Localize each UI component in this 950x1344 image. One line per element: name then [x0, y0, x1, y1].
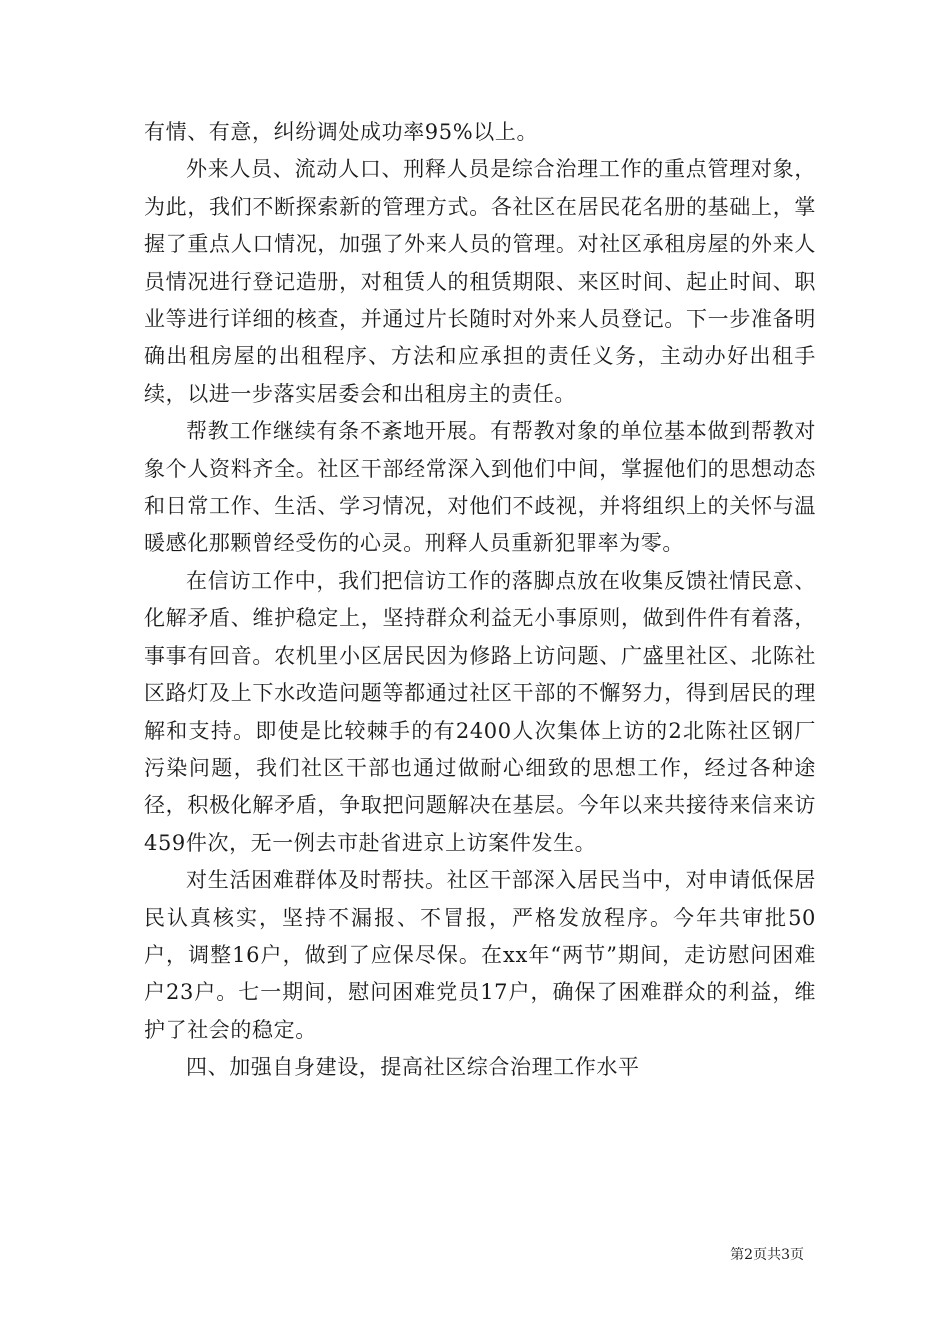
paragraph-external-personnel: 外来人员、流动人口、刑释人员是综合治理工作的重点管理对象，为此，我们不断探索新的管理方式。各社区在居民花名册的基础上，掌握了重点人口情况，加强了外来人员的管理。对社区承租房屋的外来人员情况进行登记造册，对租赁人的租赁期限、来区时间、起止时间、职业等进行详细的核查，并通过片长随时对外来人员登记。下一步准备明确出租房屋的出租程序、方法和应承担的责任义务，主动办好出租手续，以进一步落实居委会和出租房主的责任。: [144, 157, 816, 406]
section-heading-four: 四、加强自身建设，提高社区综合治理工作水平: [186, 1055, 640, 1080]
paragraph-needy-groups: 对生活困难群体及时帮扶。社区干部深入居民当中，对申请低保居民认真核实，坚持不漏报、不冒报，严格发放程序。今年共审批50户，调整16户，做到了应保尽保。在xx年“两节”期间，走访慰问困难户23户。七一期间，慰问困难党员17户，确保了困难群众的利益，维护了社会的稳定。: [144, 868, 816, 1042]
paragraph-continuation: 有情、有意，纠纷调处成功率95%以上。: [144, 120, 539, 144]
paragraph-petition-work: 在信访工作中，我们把信访工作的落脚点放在收集反馈社情民意、化解矛盾、维护稳定上，坚持群众利益无小事原则，做到件件有着落，事事有回音。农机里小区居民因为修路上访问题、广盛里社区、北陈社区路灯及上下水改造问题等都通过社区干部的不懈努力，得到居民的理解和支持。即使是比较棘手的有2400人次集体上访的2北陈社区钢厂污染问题，我们社区干部也通过做耐心细致的思想工作，经过各种途径，积极化解矛盾，争取把问题解决在基层。今年以来共接待来信来访459件次，无一例去市赴省进京上访案件发生。: [144, 568, 816, 855]
page-number-footer: 第2页共3页: [730, 1247, 804, 1263]
paragraph-assistance-education: 帮教工作继续有条不紊地开展。有帮教对象的单位基本做到帮教对象个人资料齐全。社区干部经常深入到他们中间，掌握他们的思想动态和日常工作、生活、学习情况，对他们不歧视，并将组织上的关怀与温暖感化那颗曾经受伤的心灵。刑释人员重新犯罪率为零。: [144, 419, 816, 556]
document-body: [144, 114, 816, 1087]
